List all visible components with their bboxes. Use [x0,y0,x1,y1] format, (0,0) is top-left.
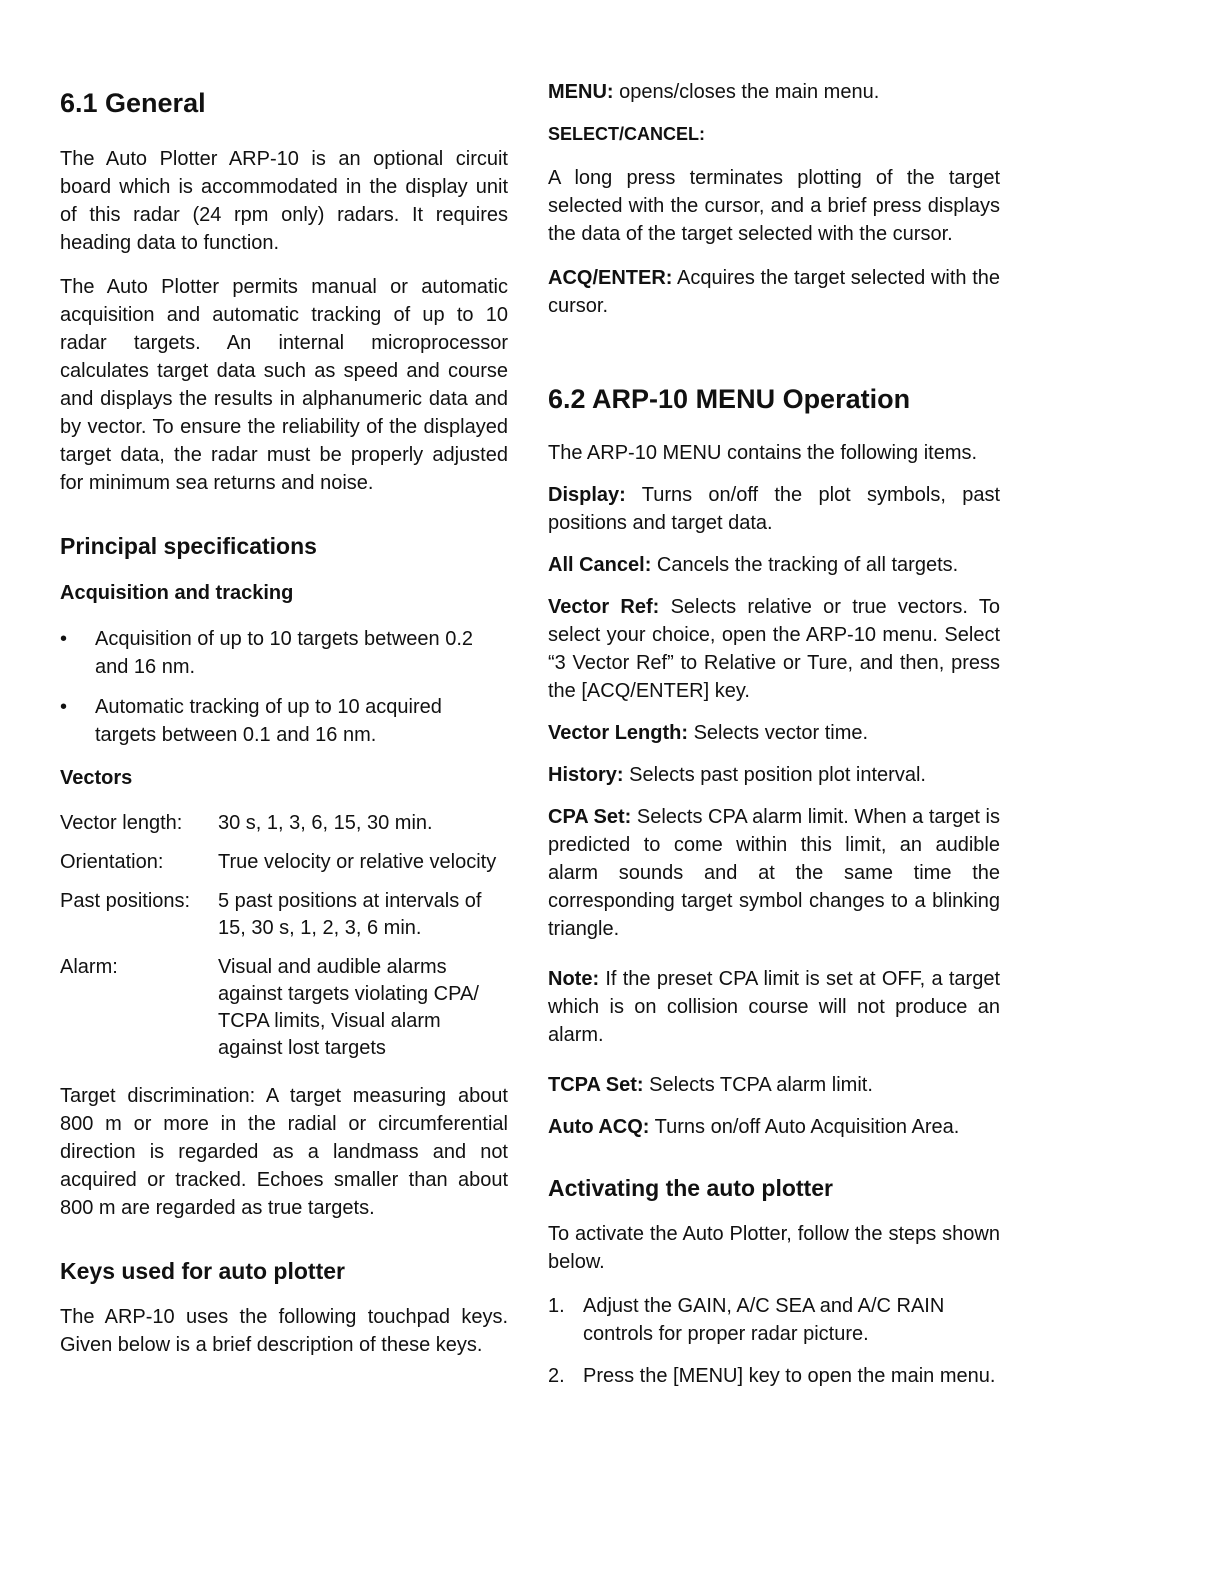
table-row [60,954,508,1074]
acquisition-tracking-title: Acquisition and tracking [60,582,294,604]
spec-key: Vector length: [60,812,183,834]
select-cancel-description: A long press terminates plotting of the target selected with the cursor, and a brief press displays the data of the target selected with the cursor. [548,167,1000,245]
menu-item-vector-length: Vector Length: Selects vector time. [548,722,869,744]
spec-value: True velocity or relative velocity [218,851,497,873]
spec-value: 30 s, 1, 3, 6, 15, 30 min. [218,812,433,834]
menu-item-tcpa-set: TCPA Set: Selects TCPA alarm limit. [548,1074,873,1096]
list-item: • Automatic tracking of up to 10 acquired targets between 0.1 and 16 nm. [60,693,508,749]
principal-specifications-title: Principal specifications [60,533,317,559]
note-paragraph: Note: If the preset CPA limit is set at OFF, a target which is on collision course will not produce an alarm. [548,968,1000,1046]
bullet-icon: • [60,696,68,718]
section-6-1-title: 6.1 General [60,88,206,118]
list-item: 2. Press the [MENU] key to open the main menu. [548,1362,1000,1390]
list-item: • Acquisition of up to 10 targets between 0.2 and 16 nm. [60,625,508,681]
table-row [60,888,508,954]
spec-key: Alarm: [60,956,118,978]
menu-item-all-cancel: All Cancel: Cancels the tracking of all targets. [548,554,959,576]
left-column [60,78,508,1359]
step-number: 1. [548,1295,565,1317]
key-label: ACQ/ENTER: [548,267,673,289]
keys-paragraph: The ARP-10 uses the following touchpad keys. Given below is a brief description of these keys. [60,1306,508,1356]
key-label: MENU: [548,81,614,103]
menu-item-auto-acq: Auto ACQ: Turns on/off Auto Acquisition Area. [548,1116,960,1138]
spec-value: 5 past positions at intervals of 15, 30 s, 1, 2, 3, 6 min. [218,890,482,939]
bullet-icon: • [60,628,68,650]
general-paragraph-2: The Auto Plotter permits manual or automatic acquisition and automatic tracking of up to 10 radar targets. An internal microprocessor calculates target data such as speed and course and displays the results in alphanumeric data and by vector. To ensure the reliability of the displayed target data, the radar must be properly adjusted for minimum sea returns and noise. [60,276,508,494]
menu-item-display: Display: Turns on/off the plot symbols, past positions and target data. [548,484,1000,534]
section-6-2-title: 6.2 ARP-10 MENU Operation [548,384,911,414]
menu-item-history: History: Selects past position plot interval. [548,764,926,786]
acq-enter-description: ACQ/ENTER: Acquires the target selected with the cursor. [548,267,1000,317]
list-item: 1. Adjust the GAIN, A/C SEA and A/C RAIN controls for proper radar picture. [548,1292,1000,1348]
spec-key: Orientation: [60,851,164,873]
target-discrimination-paragraph: Target discrimination: A target measuring about 800 m or more in the radial or circumferential direction is regarded as a landmass and not acquired or tracked. Echoes smaller than about 800 m are regarded as true targets. [60,1085,508,1219]
menu-item-cpa-set: CPA Set: Selects CPA alarm limit. When a target is predicted to come within this limit, an audible alarm sounds and at the same time the corresponding target symbol changes to a blinking triangle. [548,806,1000,940]
vectors-spec-table [60,810,508,1074]
general-paragraph-1: The Auto Plotter ARP-10 is an optional circuit board which is accommodated in the display unit of this radar (24 rpm only) radars. It requires heading data to function. [60,148,508,254]
menu-item-vector-ref: Vector Ref: Selects relative or true vectors. To select your choice, open the ARP-10 menu. Select “3 Vector Ref” to Relative or Ture, and then, press the [ACQ/ENTER] key. [548,596,1000,702]
keys-title: Keys used for auto plotter [60,1258,345,1284]
spec-key: Past positions: [60,890,191,912]
acquisition-bullet-list [60,625,508,749]
table-row [60,849,508,888]
vectors-title: Vectors [60,767,133,789]
spec-value: Visual and audible alarms against targets violating CPA/ TCPA limits, Visual alarm against lost targets [218,956,479,1059]
activating-paragraph: To activate the Auto Plotter, follow the steps shown below. [548,1223,1000,1273]
activation-steps [548,1292,1000,1390]
table-row [60,810,508,849]
select-cancel-title: SELECT/CANCEL: [548,124,705,144]
menu-intro-paragraph: The ARP-10 MENU contains the following items. [548,442,978,464]
step-number: 2. [548,1365,565,1387]
right-column [548,78,1000,1404]
activating-title: Activating the auto plotter [548,1175,833,1201]
menu-key-description: MENU: opens/closes the main menu. [548,81,880,103]
